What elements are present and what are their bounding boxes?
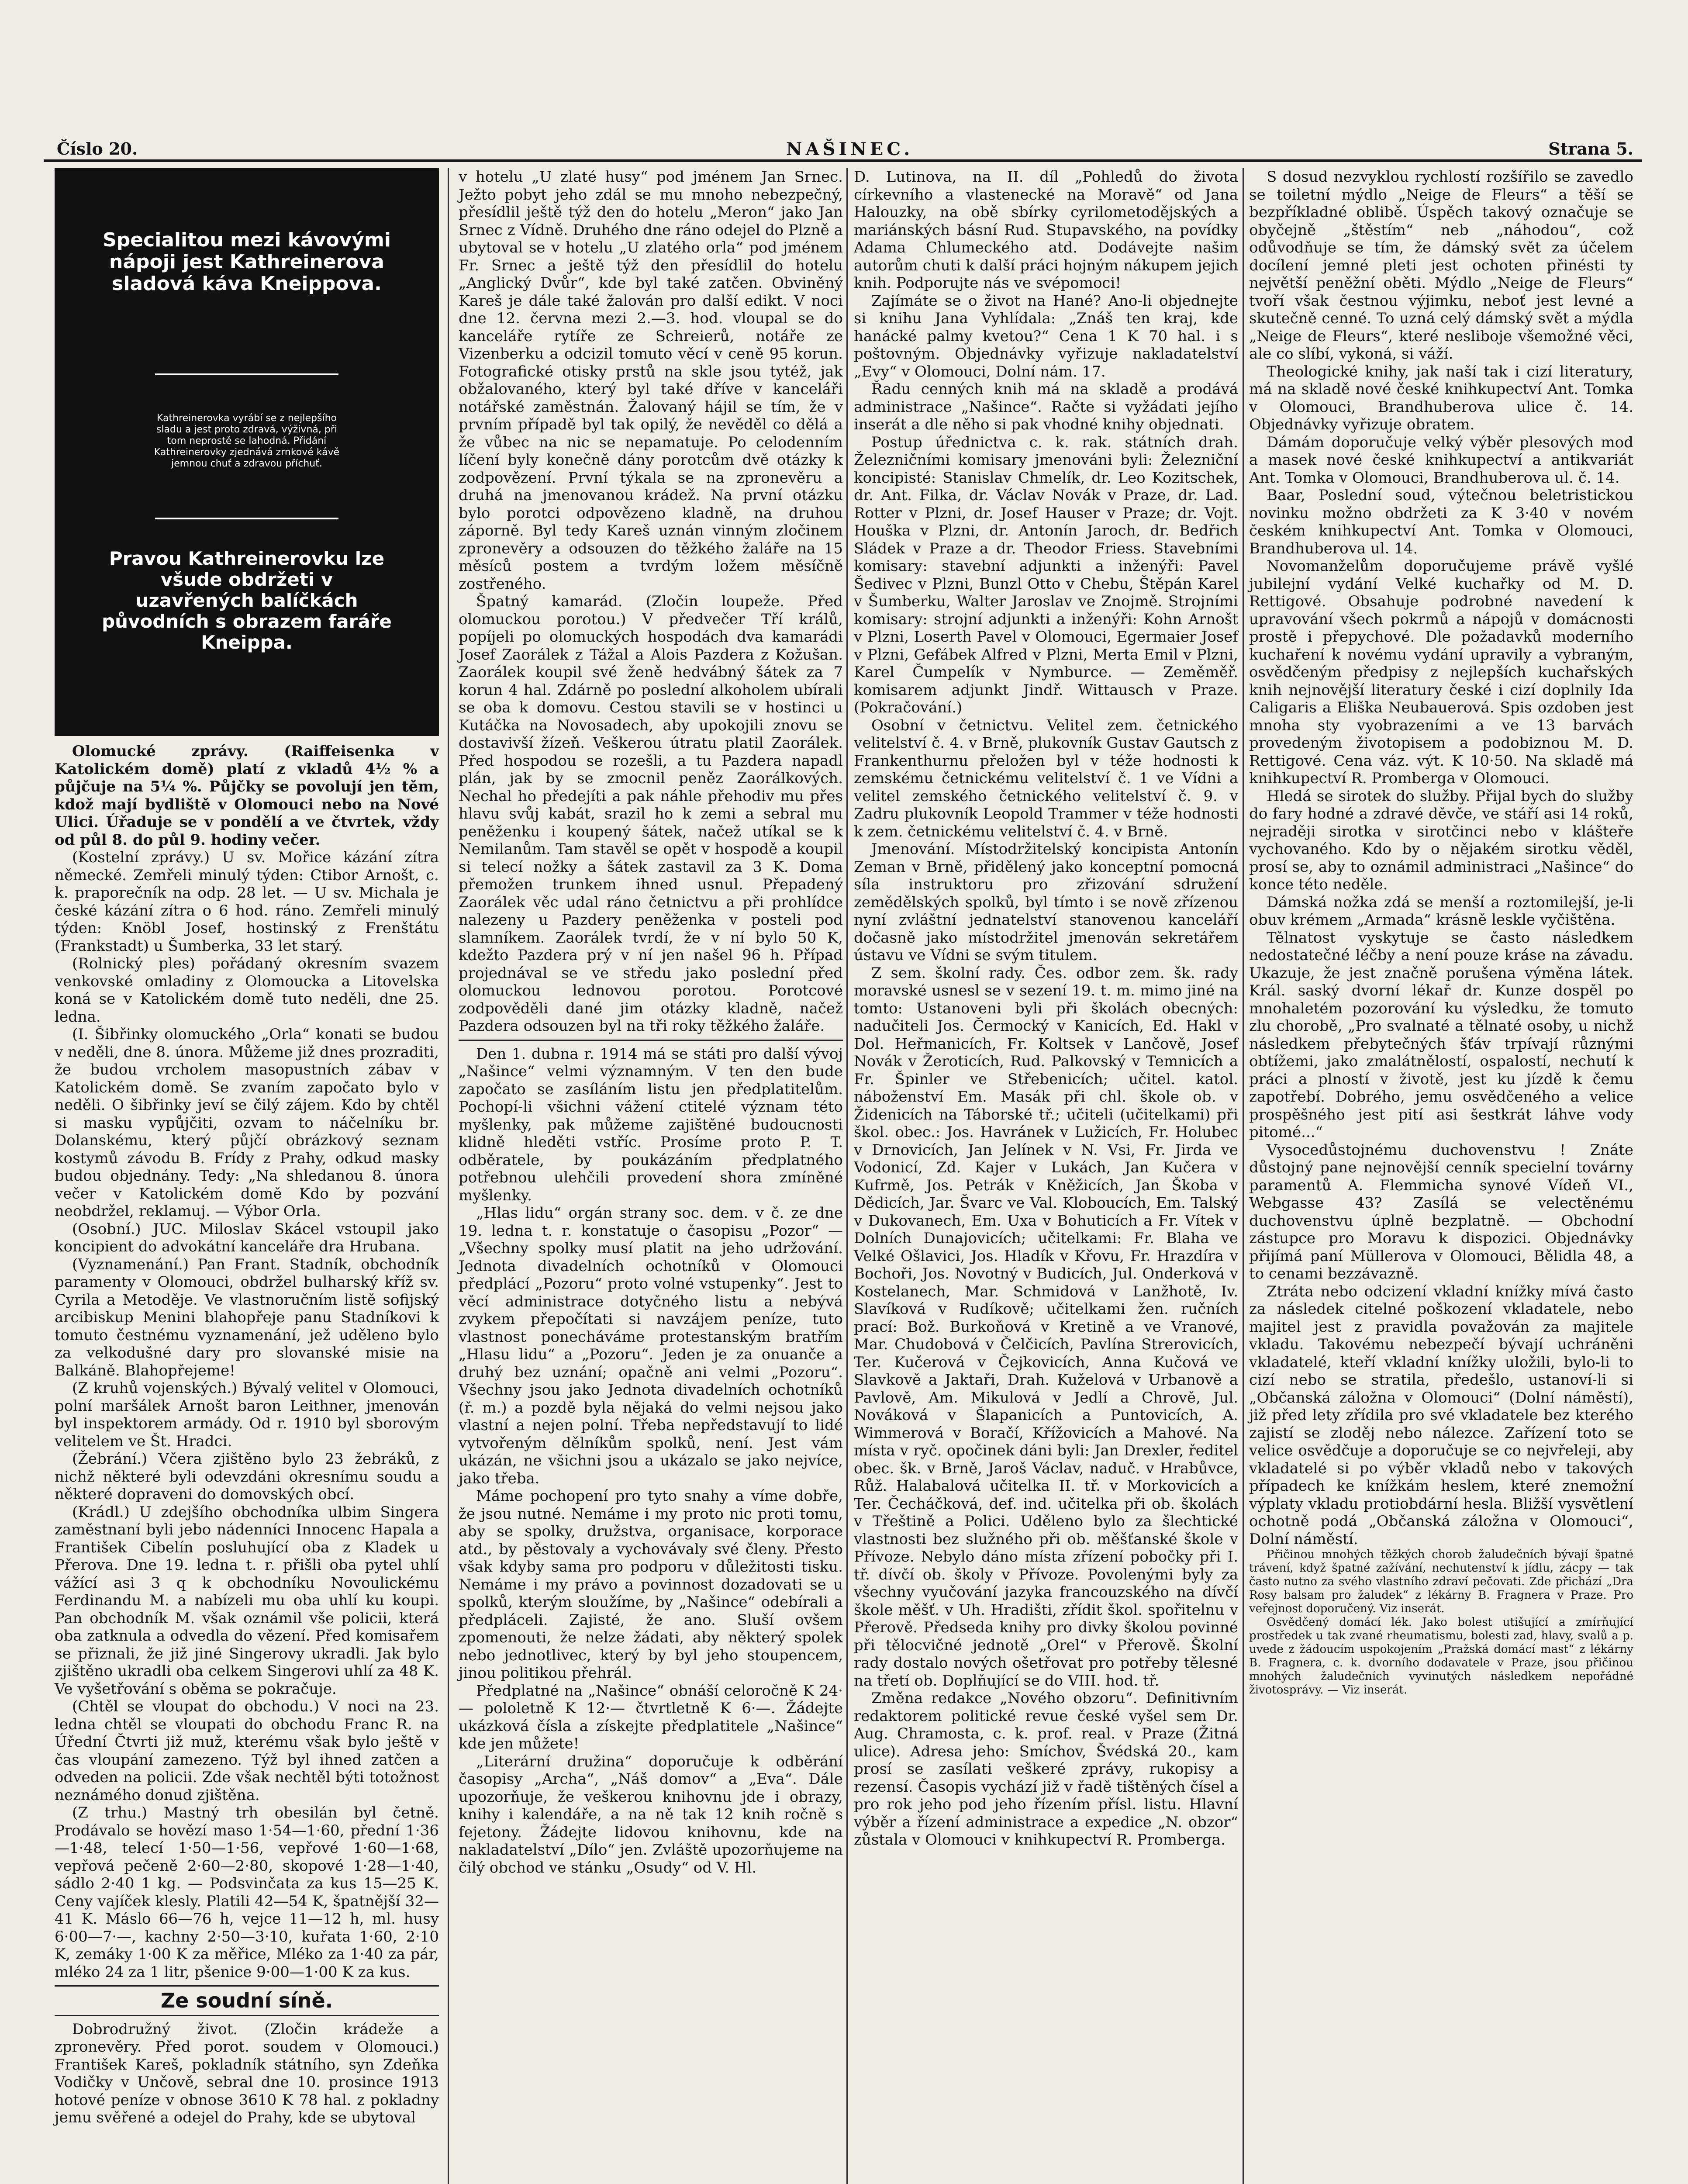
column-3 (854, 168, 1238, 1849)
article: (Z kruhů vojenských.) Bývalý velitel v Olomouci, polní maršálek Arnošt baron Leithner, jmenován byl inspektorem armády. Od r. 1910 byl sborovým velitelem ve Št. Hradci. (55, 1379, 439, 1450)
issue-number: Číslo 20. (57, 139, 138, 159)
article: Změna redakce „Nového obzoru“. Definitivním redaktorem politické revue české vyšel sem Dr. Aug. Chramosta, c. k. prof. real. v Praze (Žitná ulice). Adresa jeho: Smíchov, Švédská 20., kam prosí se zasílati veškeré zprávy, rukopisy a rezensí. Časopis vychází již v řadě tištěných čísel a pro rok jeho pod jeho řízením přísl. listu. Hlavní výběr a řízení administrace a expedice „N. obzor“ zůstala v Olomouci v knihkupectví R. Promberga. (854, 1690, 1238, 1849)
article: (Krádl.) U zdejšího obchodníka ulbim Singera zaměstnaní byli jebo nádenníci Innocenc Hapala a František Cibelín posluhující oba z Kladek u Přerova. Dne 19. ledna t. r. přišli oba pytel uhlí vážící asi 3 q k obchodníku Novoulickému Ferdinandu M. a nabízeli mu oba uhlí ku koupi. Pan obchodník M. však oznámil vše policii, která oba zatknula a odvedla do vězení. Před komisařem se přiznali, že již jiné Singerovy ukradli. Jak bylo zjištěno ukradli oba celkem Singerovi uhlí za 48 K. Ve vyšetřování s oběma se pokračuje. (55, 1503, 439, 1698)
ad-headline-2: Pravou Kathreinerovku lze všude obdržeti v uzavřených balíčkách původních s obrazem faráře Kneippa. (102, 548, 392, 653)
article: Jmenování. Místodržitelský koncipista Antonín Zeman v Brně, přidělený jako konceptní pomocná síla instruktoru pro zřizování sdružení zemědělských spolků, byl tímto i se nově zřízenou nyní zvláštní jednatelství stanovenou kanceláří dočasně jako místodržitel jmenován sekretářem ústavu ve Vídni se svým titulem. (854, 840, 1238, 964)
article: „Literární družina“ doporučuje k odběrání časopisy „Archa“, „Náš domov“ a „Eva“. Dále upozorňuje, že veškerou knihovnu jde i obrazy, knihy i kalendáře, a na ně tak 12 knih ročně s fejetony. Žádejte lidovou knihovnu, kde na nakladatelství „Dílo“ jen. Zvláště upozorňujeme na čilý obchod ve stánku „Osudy“ od V. Hl. (459, 1752, 843, 1876)
article: Tělnatost vyskytuje se často následkem nedostatečné léčby a není pouze kráse na závadu. Ukazuje, že jest značně porušena výměna látek. Král. saský dvorní lékař dr. Kunze dospěl po mnohaletém pozorování ku výsledku, že tomuto zlu chorobě, „Pro svalnaté a tělnaté osoby, u nichž následkem přebytečných šťáv trpívají různými obtížemi, jako zmalátnělostí, ospalostí, nechutí k práci a plností v životě, jest ku jízdě k čemu zapotřebí. Dobrého, jemu osvědčeného a velice prospěšného jest pití asi šestkrát láhve vody pitomé...“ (1249, 929, 1633, 1141)
article: Máme pochopení pro tyto snahy a víme dobře, že jsou nutné. Nemáme i my proto nic proti tomu, aby se spolky, družstva, organisace, korporace atd., by pěstovaly a vychovávaly své členy. Přesto však kdyby sama pro podporu v důležitosti tisku. Nemáme i my právo a povinnost dozadovati se u spolků, kterým sloužíme, by „Našince“ odebírali a předpláceli. Zajisté, že ano. Sluší ovšem zpomenouti, že nelze žádati, aby některý spolek nebo jednotlivec, který by byl jeho stoupencem, jinou politikou přehrál. (459, 1487, 843, 1682)
section-rule (55, 1985, 439, 1987)
article: (Chtěl se vloupat do obchodu.) V noci na 23. ledna chtěl se vloupati do obchodu Franc R. na Úřední Čtvrti již muž, kterému však bylo ještě v čas vloupání zamezeno. Týž byl ihned zatčen a odveden na policii. Zde však nechtěl býti totožnost neznámého donud zjištěna. (55, 1698, 439, 1804)
article: S dosud nezvyklou rychlostí rozšířilo se zavedlo se toiletní mýdlo „Neige de Fleurs“ a těší se bezpříkladné oblibě. Úspěch takový označuje se obyčejně „štěstím“ neb „náhodou“, což odůvodňuje se tím, že dámský svět za účelem docílení jemné pleti jest ochoten přinésti ty největší peněžní oběti. Mýdlo „Neige de Fleurs“ tvoří však čestnou výjimku, neboť jest levné a skutečně cenné. To uzná celý dámský svět a mýdla „Neige de Fleurs“, které nesliboje všemožné věci, ale co slíbí, vykoná, si váží. (1249, 168, 1633, 363)
article: „Hlas lidu“ orgán strany soc. dem. v č. ze dne 19. ledna t. r. konstatuje o časopisu „Pozor“ — „Všechny spolky musí platit na jeho udržování. Jednota divadelních ochotníků v Olomouci předplácí „Pozoru“ proto volné vstupenky“. Jest to věcí administrace dotyčného listu a nebývá zvykem přepočítati si navzájem peníze, tuto vlastnost ponecháváme protestanským bratřím „Hlasu lidu“ a „Pozoru“. Jeden je za onuanče a druhý bez uznání; opačně ani velmi „Pozoru“. Všechny jsou jako Jednota divadelních ochotníků (ř. m.) a pozdě byla nějaká do velmi nejsou jako vlastní a nejen polní. Třeba nepředstavují to lidé vytvořeným dělníkům spolků, není. Jest vám ukázán, ne všichni jsou a ukázalo se jako nejvíce, jako třeba. (459, 1204, 843, 1487)
article: Ztráta nebo odcizení vkladní knížky mívá často za následek citelné poškození vkladatele, nebo majitel jest z pravidla považován za majitele vkladu. Takovému nebezpečí bývají uchráněni vkladatelé, kteří vkladní knížky uložili, bylo-li to cizí nebo se stratila, předešlo, ustanoví-li si „Občanská záložna v Olomouci“ (Dolní náměstí), již před lety zřídila pro své vkladatele bez kterého zajistí se zloděj nebo nálezce. Zařízení toto se velice osvědčuje a doporučuje se co nejvřeleji, aby vkladatelé si po výběr vkladů nebo v takových případech ke knížkám heslem, které znemožní výplaty vkladu protiobdární hesla. Bližší vysvětlení ochotně podá „Občanská záložna v Olomouci“, Dolní náměstí. (1249, 1282, 1633, 1548)
ad-body: Kathreinerovka vyrábí se z nejlepšího sladu a jest proto zdravá, výživná, při tom neprostě se lahodná. Přidání Kathreinerovky zjednává zrnkové kávě jemnou chuť a zdravou příchuť. (154, 413, 340, 469)
article: Theologické knihy, jak naší tak i cizí literatury, má na skladě nové české knihkupectví Ant. Tomka v Olomouci, Brandhuberova ulice č. 14. Objednávky vyřizuje obratem. (1249, 363, 1633, 433)
section-title: Ze soudní síně. (160, 1989, 333, 2012)
ad-headline: Specialitou mezi kávovými nápoji jest Kathreinerova sladová káva Kneippova. (103, 229, 391, 295)
masthead (44, 139, 1642, 159)
article: (I. Šibřinky olomuckého „Orla“ konati se budou v neděli, dne 8. února. Můžeme již dnes prozraditi, že budou vrcholem masopustních zábav v Katolickém domě. Se zvaním započato bylo v neděli. O šibřinky jeví se čilý zájem. Kdo by chtěl si masku vypůjčiti, ozvam to náčelníku br. Dolanskému, který půjčí obrázkový seznam kostymů závodu B. Frídy z Prahy, odkud masky budou objednány. Tedy: „Na shledanou 8. února večer v Katolickém domě Kdo by pozvání neobdržel, reklamuj. — Výbor Orla. (55, 1026, 439, 1220)
page-number: Strana 5. (1548, 139, 1633, 159)
article: Den 1. dubna r. 1914 má se státi pro další vývoj „Našince“ velmi významným. V ten den bude započato se zasíláním listu jen předplatitelům. Pochopí-li všichni vážení ctitelé význam této myšlenky, pak můžeme zajištěné budoucnosti klidně hleděti vstříc. Prosíme proto P. T. odběratele, by poukázáním předplatného potřebnou ulehčili provedení shora zmíněné myšlenky. (459, 1045, 843, 1204)
ad-divider (155, 373, 338, 375)
article: (Kostelní zprávy.) U sv. Mořice kázání zítra německé. Zemřeli minulý týden: Ctibor Arnošt, c. k. praporečník na odp. 28 let. — U sv. Michala je české kázání zítra o 6 hod. ráno. Zemřeli minulý týden: Knöbl Josef, hostinský z Frenštátu (Frankstadt) u Šumberka, 33 let starý. (55, 849, 439, 955)
section-rule (459, 1040, 843, 1041)
article: D. Lutinova, na II. díl „Pohledů do života církevního a vlastenecké na Moravě“ od Jana Halouzky, na obě sbírky cyrilometodějských a mariánských básní Rud. Stupavského, na povídky Adama Chlumeckého atd. Dodávejte našim autorům chuti k další práci hojným nákupem jejich knih. Podporujte nás ve svépomoci! (854, 168, 1238, 292)
article: Olomucké zprávy. (Raiffeisenka v Katolickém domě) platí z vkladů 4½ % a půjčuje na 5¼ %. Půjčky se povolují jen těm, kdož mají bydliště v Olomouci nebo na Nové Ulici. Úřaduje se v pondělí a ve čtvrtek, vždy od půl 8. do půl 9. hodiny večer. (55, 743, 439, 849)
article: Osvědčený domácí lék. Jako bolest utišující a zmírňující prostředek u tak zvané rheumatismu, bolesti zad, hlavy, svalů a p. uvede z žádoucím uspokojením „Pražská domácí mast“ z lékárny B. Fragnera, c. k. dvorního dodavatele v Praze, jsou přičinou mnohých žaludečních vyvinutých následkem nepořádné životosprávy. — Viz inserát. (1249, 1616, 1633, 1697)
kathreiner-advertisement (55, 168, 439, 736)
column-1 (55, 743, 439, 2127)
article: (Vyznamenání.) Pan Frant. Stadník, obchodník paramenty v Olomouci, obdržel bulharský kříž sv. Cyrila a Metoděje. Ve vlastnoručním listě sofijský arcibiskup Menini blahopřeje panu Stadníkovi k tomuto čestnému vyznamenání, jež uděleno bylo za velkodušné dary pro slovanské misie na Balkáně. Blahopřejeme! (55, 1255, 439, 1379)
article: (Osobní.) JUC. Miloslav Skácel vstoupil jako koncipient do advokátní kanceláře dra Hrubana. (55, 1220, 439, 1255)
article: Dámám doporučuje velký výběr plesových mod a masek nové české knihkupectví a antikvariát Ant. Tomka v Olomouci, Brandhuberova ul. č. 14. (1249, 433, 1633, 487)
section-rule (55, 2015, 439, 2016)
article: Dobrodružný život. (Zločin krádeže a zpronevěry. Před porot. soudem v Olomouci.) František Kareš, pokladník státního, syn Zdeňka Vodičky v Unčově, sebral dne 10. prosince 1913 hotové peníze v obnose 3610 K 78 hal. z pokladny jemu svěřené a odejel do Prahy, kde se ubytoval (55, 2020, 439, 2126)
article: Z sem. školní rady. Čes. odbor zem. šk. rady moravské usnesl se v sezení 19. t. m. mimo jiné na tomto: Ustanoveni byli při školách obecných: nadučiteli Jos. Čermocký v Kanicích, Ed. Hakl v Dol. Heřmanicích, Fr. Koltsek v Lančově, Josef Novák v Žeroticích, Rud. Palkovský v Temnicích a Fr. Špinler ve Střebenicích; učitel. katol. náboženství Em. Masák při chl. škole ob. v Židenicích na Táborské tř.; učiteli (učitelkami) při škol. obec.: Jos. Havránek v Lužicích, Fr. Holubec v Drnovicích, Jan Jelínek v N. Vsi, Fr. Jirda ve Vodonicí, Zd. Kajer v Lukách, Jan Kučera v Kufrmě, Jos. Petrák v Kněžicích, Jan Škoba v Dědicích, Jar. Švarc ve Val. Kloboucích, Em. Talský v Dukovanech, Em. Uxa v Bohuticích a Fr. Vítek v Dolních Dunajovicích; učitelkami: Fr. Blaha ve Velké Ošlavici, Jos. Hladík v Křovu, Fr. Hrazdíra v Bochoři, Jos. Novotný v Budicích, Jul. Onderková v Kostelanech, Mar. Schmidová v Lanžhotě, Iv. Slavíková v Rudíkově; učitelkami žen. ručních prací: Bož. Burkoňová v Kretině a ve Vranové, Mar. Chudobová v Čelčicích, Pavlína Strerovicích, Ter. Kučerová v Čejkovicích, Anna Kučová ve Slavkově a Jaktaři, Drah. Kuželová v Urbanově a Pavlově, Am. Mikulová v Jedlí a Chrově, Jul. Nováková v Šlapanicích a Puntovicích, A. Wimmerová v Boračí, Křížovicích a Mahové. Na místa v ryč. opočinek dáni byli: Jan Drexler, ředitel obec. šk. v Brně, Jaroš Václav, naduč. v Hrabůvce, Růž. Halabalová učitelka II. tř. v Morkovicích a Ter. Čecháčková, def. ind. učitelka při ob. školách v Třeštině a Polici. Uděleno bylo za šlechtické vlastnosti bez služného při ob. měšťanské škole v Přívoze. Nebylo dáno místa zřízení pobočky při I. tř. dívčí ob. školy v Přívoze. Povolenými byly za všechny vyučování jazyka francouzského na dívčí škole měšť. v Uh. Hradišti, zřídit škol. spořitelnu v Přerově. Předseda knihy pro divky školou povinné při tělocvičné jednotě „Orel“ v Přerově. Školní rady dostalo nových ošetřovat pro potřeby tělesné na třetí ob. Doplňující se do VIII. hod. tř. (854, 964, 1238, 1690)
column-divider (1243, 168, 1244, 2184)
article: v hotelu „U zlaté husy“ pod jménem Jan Srnec. Ježto pobyt jeho zdál se mu mnoho nebezpečný, přesídlil ještě týž den do hotelu „Meron“ jako Jan Srnec z Vídně. Druhého dne ráno odejel do Plzně a ubytoval se v hotelu „U zlatého orla“ pod jménem Fr. Srnec a ještě týž den přesídlil do hotelu „Anglický Dvůr“, kde byl také zatčen. Obviněný Kareš je dále také žalován pro další edikt. V noci dne 12. června mezi 2.—3. hod. vloupal se do kanceláře rytíře ze Schreierů, notáře ze Vizenberku a odcizil tomuto věcí v ceně 95 korun. Fotografické otisky prstů na skle jsou tytéž, jak obžalovaného, který byl také dříve v kanceláři notářské zaměstnán. Žalovaný hájil se tím, že v prvním případě byl tak opilý, že nevěděl co dělá a že vůbec na nic se nepamatuje. Po celodenním líčení byly konečně dány porotcům dvě otázky k zodpovězení. První týkala se na zpronevěru a druhá na jmenovanou krádež. Na první otázku bylo porotci odpovězeno kladně, na druhou záporně. Byl tedy Kareš uznán vinným zločinem zpronevěry a odsouzen do těžkého žaláře na 15 měsíců postem a tvrdým ložem měsíčně zostřeného. (459, 168, 843, 593)
article: Předplatné na „Našince“ obnáší celoročně K 24·— pololetně K 12·— čtvrtletně K 6·—. Žádejte ukázková čísla a získejte předplatitele „Našince“ kde jen můžete! (459, 1682, 843, 1752)
column-4 (1249, 168, 1633, 1697)
article: (Rolnický ples) pořádaný okresním svazem venkovské omladiny z Olomoucka a Litovelska koná se v Katolickém domě tuto neděli, dne 25. ledna. (55, 955, 439, 1026)
article: Špatný kamarád. (Zločin loupeže. Před olomuckou porotou.) V předvečer Tří králů, popíjeli po olomuckých hospodách dva kamarádi Josef Zaorálek z Tážal a Alois Pazdera z Kožušan. Zaorálek koupil své ženě hedvábný šátek za 7 korun 4 hal. Zdárně po poslední alkoholem ubírali se oba k domovu. Cestou stavili se v hostinci u Kutáčka na Novosadech, aby upokojili znovu se dostavivší žízeň. Veškerou útratu platil Zaorálek. Před hospodou se rozešli, a tu Pazdera napadl plán, jak by se zmocnil peněz Zaorálkových. Nechal ho předejíti a pak náhle přehodiv mu přes hlavu svůj kabát, srazil ho k zemi a sebral mu peněženku i koupený šátek, načež utíkal se k Nemilanům. Tam stavěl se opět v hospodě a koupil si telecí nožky a šátek zastavil za 3 K. Doma přemožen trunkem ihned usnul. Přepadený Zaorálek věc udal ráno četnictvu a při prohlídce nalezeny u Pazdery peněženka v posteli pod slamníkem. Zaorálek tvrdí, že v ní bylo 50 K, kdežto Pazdera prý v ní jen našel 96 h. Případ projednával se ve středu jako poslední před olomuckou lednovou porotou. Porotcové zodpověděli dané jim otázky kladně, načež Pazdera odsouzen byl na tři roky těžkého žaláře. (459, 593, 843, 1035)
column-2 (459, 168, 843, 1876)
masthead-rule (44, 159, 1642, 162)
article: Hledá se sirotek do služby. Přijal bych do služby do fary hodné a zdravé děvče, ve stáří asi 14 roků, nejraději sirotka v sirotčinci nebo v klášteře vychovaného. Kdo by o nějakém sirotku věděl, prosí se, aby to oznámil administraci „Našince“ do konce této neděle. (1249, 787, 1633, 893)
article: Vysocedůstojnému duchovenstvu ! Znáte důstojný pane nejnovější cenník specielní továrny paramentů A. Flemmicha synové Vídeň VI., Webgasse 43? Zasílá se velectěnému duchovenstvu úplně bezplatně. — Obchodní zástupce pro Moravu k dispozici. Objednávky přijímá paní Müllerova v Olomouci, Bělidla 48, a to cenami bezzávazně. (1249, 1141, 1633, 1282)
article: Přičinou mnohých těžkých chorob žaludečních bývají špatné trávení, když špatné zažívání, nechutenství k jídlu, zácpy — tak často nutno za svého vlastního zdraví pečovati. Zde přichází „Dra Rosy balsam pro žaludek“ z lékárny B. Fragnera v Praze. Pro veřejnost doporučený. Viz inserát. (1249, 1548, 1633, 1615)
column-divider (448, 168, 449, 2184)
column-divider (846, 168, 848, 2184)
article: Baar, Poslední soud, výtečnou beletristickou novinku možno obdržeti za K 3·40 v novém českém knihkupectví Ant. Tomka v Olomouci, Brandhuberova ul. 14. (1249, 487, 1633, 557)
ad-divider (155, 518, 338, 519)
article: Dámská nožka zdá se menší a roztomilejší, je-li obuv krémem „Armada“ krásně leskle vyčištěna. (1249, 893, 1633, 929)
article: Osobní v četnictvu. Velitel zem. četnického velitelství č. 4. v Brně, plukovník Gustav Gautsch z Frankenthurnu přeložen byl v téže hodnosti k zemskému četnickému velitelství č. 1 ve Vídni a velitel zemského četnického velitelství č. 9. v Zadru plukovník Leopold Trammer v téže hodnosti k zem. četnickému velitelství č. 4. v Brně. (854, 716, 1238, 840)
article: Novomanželům doporučujeme právě vyšlé jubilejní vydání Velké kuchařky od M. D. Rettigové. Obsahuje podrobné navedení k upravování všech pokrmů a nápojů v domácnosti prostě i přepychové. Dle požadavků moderního kuchaření k novému vydání upravily a vybraným, osvědčeným předpisy z nejlepších kuchařských knih nejnovější literatury české i cizí doplnily Ida Caligaris a Eliška Neubauerová. Spis ozdoben jest mnoha sty vyobrazeními a ve 13 barvách provedeným životopisem a podobiznou M. D. Rettigové. Cena váz. výt. K 10·50. Na skladě má knihkupectví R. Promberga v Olomouci. (1249, 557, 1633, 787)
article: (Žebrání.) Včera zjištěno bylo 23 žebráků, z nichž některé byli odevzdáni okresnímu soudu a některé dopraveni do domovských obcí. (55, 1450, 439, 1503)
article: Zajímáte se o život na Hané? Ano-li objednejte si knihu Jana Vyhlídala: „Znáš ten kraj, kde hanácké palmy kvetou?“ Cena 1 K 70 hal. i s poštovným. Objednávky vyřizuje nakladatelství „Evy“ v Olomouci, Dolní nám. 17. (854, 292, 1238, 380)
article: Postup úřednictva c. k. rak. státních drah. Železničními komisary jmenováni byli: Železniční koncipisté: Stanislav Chmelík, dr. Leo Kozitschek, dr. Ant. Filka, dr. Václav Novák v Praze, dr. Lad. Rotter v Plzni, dr. Josef Hauser v Praze; dr. Vojt. Houška v Plzni, dr. Antonín Jaroch, dr. Bedřich Sládek v Praze a dr. Theodor Friess. Stavebními komisary: stavební adjunkti a inženýři: Pavel Šedivec v Plzni, Bunzl Otto v Chebu, Štěpán Karel v Šumberku, Walter Jaroslav ve Znojmě. Strojními komisary: strojní adjunkti a inženýři: Kohn Arnošt v Plzni, Loserth Pavel v Olomouci, Egermaier Josef v Plzni, Gefábek Alfred v Plzni, Merta Emil v Plzni, Karel Čumpelík v Nymburce. — Zeměměř. komisarem adjunkt Jindř. Wittausch v Praze. (Pokračování.) (854, 433, 1238, 716)
newspaper-title: NAŠINEC. (786, 139, 914, 159)
article: Řadu cenných knih má na skladě a prodává administrace „Našince“. Račte si vyžádati jejího inserát a dle něho si pak vhodné knihy objednati. (854, 380, 1238, 433)
article: (Z trhu.) Mastný trh obesilán byl četně. Prodávalo se hovězí maso 1·54—1·60, přední 1·36—1·48, telecí 1·50—1·56, vepřové 1·60—1·68, vepřová pečeně 2·60—2·80, skopové 1·28—1·40, sádlo 2·40 1 kg. — Podsvinčata za kus 15—25 K. Ceny vajíček klesly. Platili 42—54 K, špatnější 32—41 K. Máslo 66—76 h, vejce 11—12 h, ml. husy 6·00—7·—, kachny 2·50—3·10, kuřata 1·60, 2·10 K, zemáky 1·00 K za měřice, Mléko za 1·40 za pár, mléko 24 za 1 litr, pšenice 9·00—1·00 K za kus. (55, 1804, 439, 1981)
